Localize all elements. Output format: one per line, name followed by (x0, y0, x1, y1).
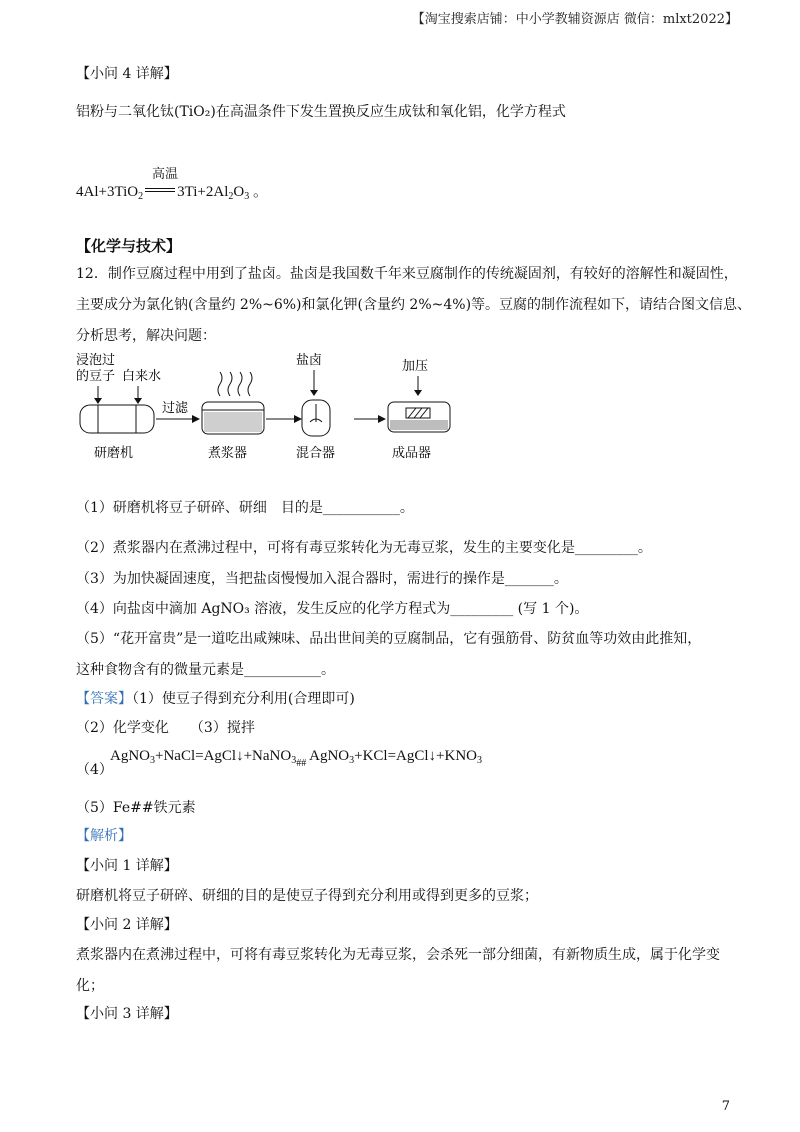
reaction-condition: 高温 (152, 167, 179, 182)
answer-label: 【答案】 (76, 691, 132, 707)
sub-question-2: （2）煮浆器内在煮沸过程中，可将有毒豆浆转化为无毒豆浆，发生的主要变化是_________。 (76, 540, 652, 556)
brine-label: 盐卤 (296, 353, 323, 368)
filter-label: 过滤 (162, 401, 189, 416)
page-number: 7 (721, 1099, 730, 1114)
detail-2-heading: 【小问 2 详解】 (76, 917, 178, 933)
detail-2-text-1: 煮浆器内在煮沸过程中，可将有毒豆浆转化为无毒豆浆，会杀死一部分细菌，有新物质生成，属于化学变 (76, 947, 720, 963)
q12-line-2: 主要成分为氯化钠(含量约 2%~6%)和氯化钾(含量约 2%~4%)等。豆腐的制作流程如下，请结合图文信息、 (76, 297, 752, 313)
answer-line-1 (76, 689, 355, 709)
sub-question-3: （3）为加快凝固速度，当把盐卤慢慢加入混合器时，需进行的操作是_______。 (76, 571, 568, 587)
grinder-label: 研磨机 (94, 446, 134, 461)
page-header: 【淘宝搜索店铺：中小学教辅资源店 微信：mlxt2022】 (411, 12, 738, 27)
sub-question-5a: （5）“花开富贵”是一道吃出咸辣味、品出世间美的豆腐制品，它有强筋骨、防贫血等功效由此推知， (76, 631, 702, 647)
q12-line-1: 12．制作豆腐过程中用到了盐卤。盐卤是我国数千年来豆腐制作的传统凝固剂，有较好的溶解性和凝固性， (76, 266, 738, 282)
section-title: 【化学与技术】 (76, 237, 182, 255)
grinder-box (80, 405, 154, 433)
water-label: 白来水 (122, 369, 162, 384)
sub-question-4: （4）向盐卤中滴加 AgNO₃ 溶液，发生反应的化学方程式为_________ (写 1 个)。 (76, 601, 589, 617)
answer-5: （5）Fe##铁元素 (76, 800, 196, 816)
soak-label-1: 浸泡过 (76, 353, 116, 368)
tofu-process-diagram (70, 350, 470, 465)
soak-label-2: 的豆子 (76, 369, 116, 384)
detail-1-heading: 【小问 1 详解】 (76, 858, 178, 874)
q4-equation: 4Al+3TiO$_2$ $3Ti+2Al_2O_3$ 。 (76, 184, 268, 202)
mixer-label: 混合器 (296, 446, 336, 461)
q12-line-3: 分析思考，解决问题： (76, 328, 216, 344)
detail-2-text-2: 化； (76, 978, 104, 994)
sub-question-1: （1）研磨机将豆子研碎、研细 目的是___________。 (76, 500, 414, 516)
answer-4-label: （4） (76, 762, 113, 778)
q4-heading: 【小问 4 详解】 (76, 66, 178, 82)
answer-4-equation: AgNO$_3$+NaCl=AgCl↓+NaNO$_{3\#\#}$ $AgNO_3+KCl=AgCl↓+KNO_3$ (110, 748, 483, 769)
analysis-label: 【解析】 (76, 828, 132, 844)
press-label: 加压 (402, 359, 429, 374)
product-label: 成品器 (392, 446, 432, 461)
detail-3-heading: 【小问 3 详解】 (76, 1006, 178, 1022)
q4-text: 铝粉与二氧化钛(TiO₂)在高温条件下发生置换反应生成钛和氧化铝，化学方程式 (76, 104, 566, 120)
sub-question-5b: 这种食物含有的微量元素是___________。 (76, 662, 335, 678)
detail-1-text: 研磨机将豆子研碎、研细的目的是使豆子得到充分利用或得到更多的豆浆； (76, 888, 538, 904)
boiler-label: 煮浆器 (208, 446, 248, 461)
answer-1: （1）使豆子得到充分利用(合理即可) (132, 691, 355, 707)
answer-2-3: （2）化学变化 （3）搅拌 (76, 720, 255, 736)
